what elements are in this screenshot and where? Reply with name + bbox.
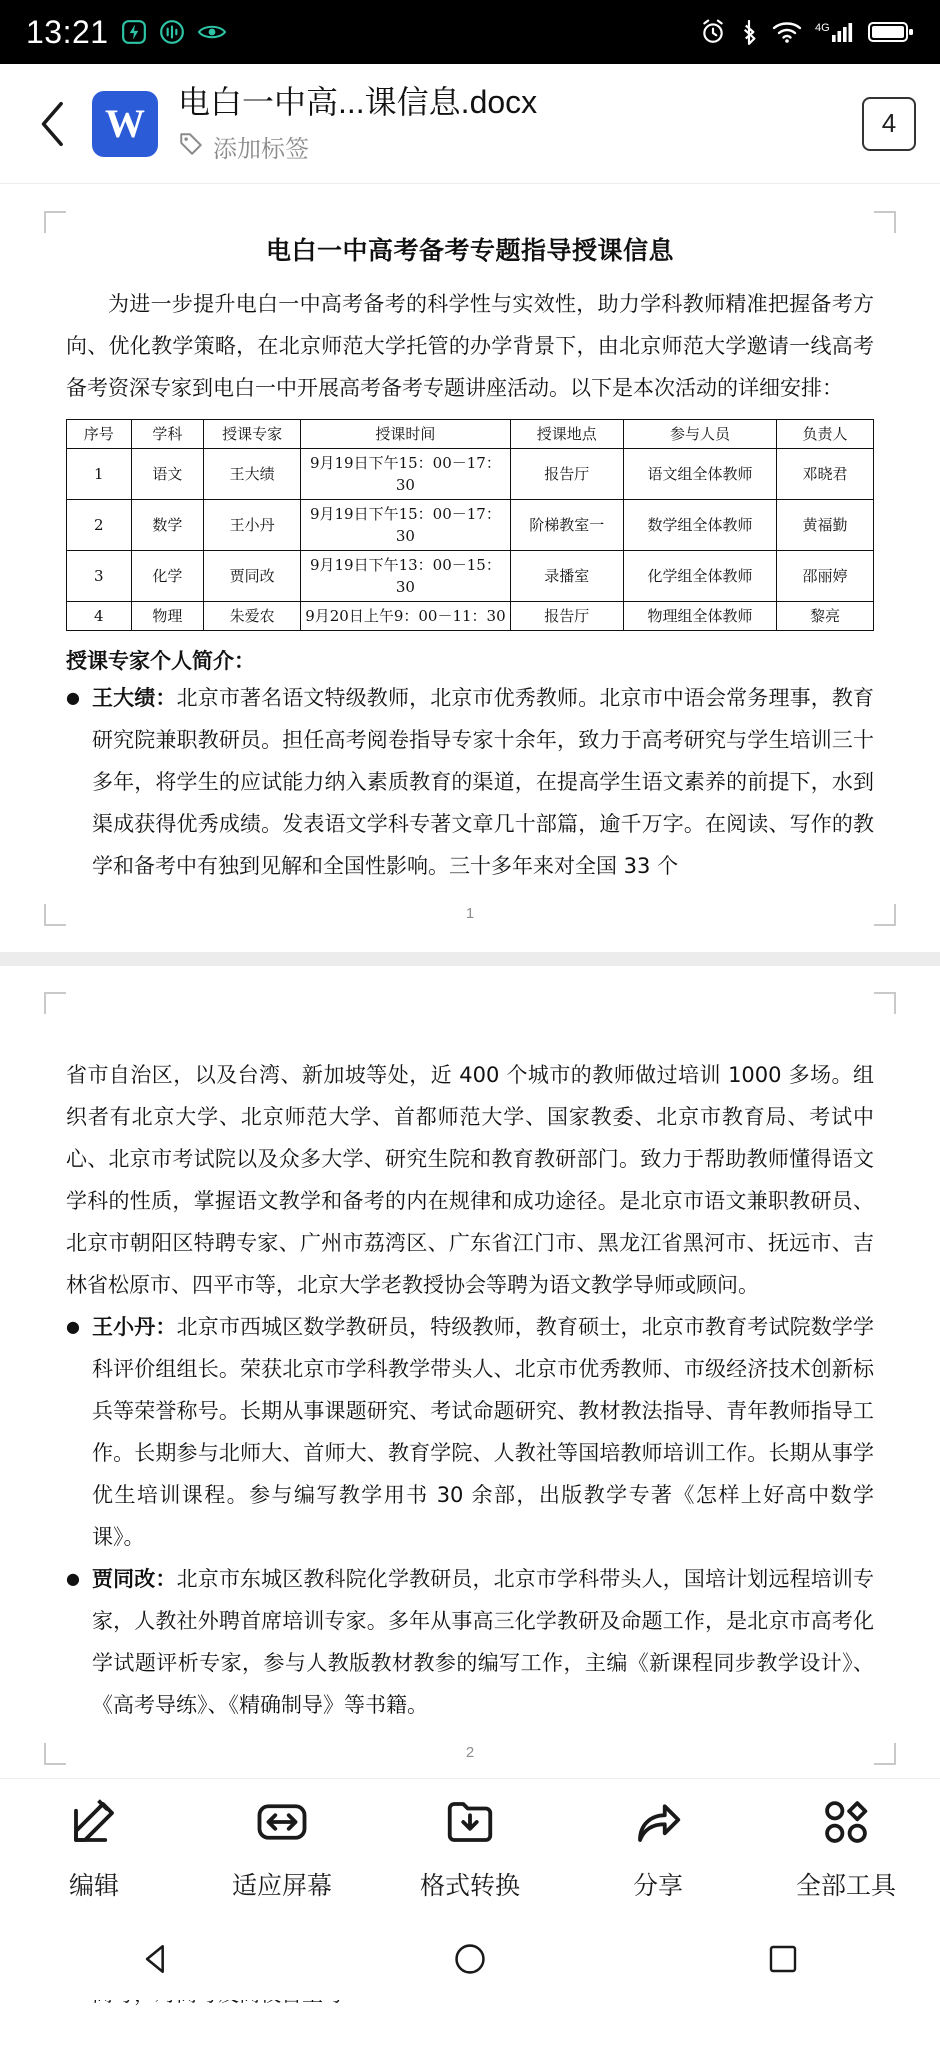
expert-name: 贾同改：: [92, 1567, 177, 1591]
table-header-cell: 授课地点: [510, 420, 623, 449]
status-time: 13:21: [26, 13, 109, 50]
app-header: [0, 64, 940, 184]
table-cell: 录播室: [510, 551, 623, 602]
toolbar-label: 格式转换: [419, 1872, 520, 1900]
toolbar-label: 分享: [632, 1872, 683, 1900]
crop-mark: [874, 1743, 896, 1765]
table-cell: 9月19日下午15：00－17：30: [301, 449, 511, 500]
toolbar-label: 全部工具: [795, 1872, 896, 1900]
table-cell: 邓晓君: [777, 449, 874, 500]
table-cell: 邵丽婷: [777, 551, 874, 602]
table-cell: 3: [67, 551, 132, 602]
expert-list-page1: [66, 677, 874, 887]
expert-name: 王小丹：: [92, 1315, 177, 1339]
table-cell: 报告厅: [510, 449, 623, 500]
share-arrow-icon: [631, 1795, 685, 1854]
svg-text:4G: 4G: [815, 22, 830, 34]
all-tools-icon: [819, 1795, 873, 1854]
bluetooth-icon: [739, 19, 759, 45]
table-header-cell: 学科: [131, 420, 204, 449]
table-header-cell: 授课专家: [204, 420, 301, 449]
schedule-table: [66, 419, 874, 631]
table-cell: 语文组全体教师: [623, 449, 776, 500]
back-triangle-icon[interactable]: [122, 1929, 192, 1989]
table-row: [67, 602, 874, 631]
table-row: [67, 500, 874, 551]
table-cell: 9月20日上午9：00－11：30: [301, 602, 511, 631]
wifi-icon: [772, 20, 802, 44]
table-cell: 数学组全体教师: [623, 500, 776, 551]
mute-icon: [159, 19, 185, 45]
expert-list-page2: [66, 1306, 874, 1726]
toolbar-item-convert[interactable]: [395, 1795, 545, 1902]
table-cell: 王小丹: [204, 500, 301, 551]
document-heading: 电白一中高考备考专题指导授课信息: [265, 236, 674, 265]
recents-square-icon[interactable]: [748, 1929, 818, 1989]
table-cell: 贾同改: [204, 551, 301, 602]
table-cell: 化学: [131, 551, 204, 602]
page-title: 电白一中高...课信息.docx: [178, 83, 538, 120]
alarm-icon: [700, 19, 726, 45]
table-cell: 9月19日下午15：00－17：30: [301, 500, 511, 551]
experts-section-title: 授课专家个人简介：: [66, 649, 255, 673]
status-bar: [0, 0, 940, 64]
battery-saver-icon: [121, 19, 147, 45]
document-page-1: [0, 185, 940, 952]
toolbar-item-all-tools[interactable]: [771, 1795, 921, 1902]
crop-mark: [44, 992, 66, 1014]
crop-mark: [874, 211, 896, 233]
table-cell: 阶梯教室一: [510, 500, 623, 551]
bottom-toolbar: [0, 1778, 940, 1918]
crop-mark: [874, 992, 896, 1014]
page-count-badge[interactable]: 4: [862, 97, 916, 151]
list-item: [66, 1306, 874, 1558]
tag-icon: [178, 131, 204, 162]
toolbar-label: 适应屏幕: [231, 1872, 332, 1900]
table-cell: 化学组全体教师: [623, 551, 776, 602]
list-item: [66, 1558, 874, 1726]
word-file-icon: W: [92, 91, 158, 157]
table-cell: 黎亮: [777, 602, 874, 631]
convert-format-icon: [443, 1795, 497, 1854]
table-cell: 1: [67, 449, 132, 500]
table-cell: 朱爱农: [204, 602, 301, 631]
expert-bio: 北京市著名语文特级教师，北京市优秀教师。北京市中语会常务理事，教育研究院兼职教研员。担任高考阅卷指导专家十余年，致力于高考研究与学生培训三十多年，将学生的应试能力纳入素质教育的渠道，在提高学生语文素养的前提下，水到渠成获得优秀成绩。发表语文学科专著文章几十部篇，逾千万字。在阅读、写作的教学和备考中有独到见解和全国性影响。三十多年来对全国 33 个: [92, 686, 875, 878]
expert-name: 王大绩：: [92, 686, 177, 710]
table-header-cell: 负责人: [777, 420, 874, 449]
table-row: [67, 449, 874, 500]
system-nav-bar: [0, 1918, 940, 2000]
toolbar-item-edit[interactable]: [19, 1795, 169, 1902]
table-row: [67, 551, 874, 602]
table-cell: 语文: [131, 449, 204, 500]
document-page-2: [0, 966, 940, 1791]
table-header-row: [67, 420, 874, 449]
crop-mark: [44, 1743, 66, 1765]
battery-icon: [868, 20, 914, 44]
toolbar-label: 编辑: [68, 1872, 119, 1900]
document-continuation-paragraph: 省市自治区，以及台湾、新加坡等处，近 400 个城市的教师做过培训 1000 多场。组织者有北京大学、北京师范大学、首都师范大学、国家教委、北京市教育局、考试中心、北京市考试院以及众多大学、研究生院和教育教研部门。致力于帮助教师懂得语文学科的性质，掌握语文教学和备考的内在规律和成功途径。是北京市语文兼职教研员、北京市朝阳区特聘专家、广州市荔湾区、广东省江门市、黑龙江省黑河市、抚远市、吉林省松原市、四平市等，北京大学老教授协会等聘为语文教学导师或顾问。: [66, 1063, 874, 1297]
document-viewer[interactable]: [0, 185, 940, 1778]
eye-care-icon: [197, 21, 227, 43]
add-tag-button[interactable]: [178, 129, 850, 164]
crop-mark: [44, 211, 66, 233]
table-header-cell: 参与人员: [623, 420, 776, 449]
toolbar-item-share[interactable]: [583, 1795, 733, 1902]
crop-mark: [874, 904, 896, 926]
table-cell: 物理: [131, 602, 204, 631]
table-header-cell: 授课时间: [301, 420, 511, 449]
document-intro-paragraph: 为进一步提升电白一中高考备考的科学性与实效性，助力学科教师精准把握备考方向、优化教学策略，在北京师范大学托管的办学背景下，由北京师范大学邀请一线高考备考资深专家到电白一中开展高考备考专题讲座活动。以下是本次活动的详细安排：: [66, 292, 874, 400]
add-tag-label: 添加标签: [213, 136, 309, 164]
table-cell: 报告厅: [510, 602, 623, 631]
signal-4g-icon: [815, 19, 855, 45]
fit-screen-icon: [255, 1795, 309, 1854]
list-item: [66, 677, 874, 887]
status-bar-left: [26, 14, 227, 51]
table-cell: 9月19日下午13：00－15：30: [301, 551, 511, 602]
table-cell: 王大绩: [204, 449, 301, 500]
back-chevron-icon[interactable]: [24, 95, 82, 153]
table-cell: 物理组全体教师: [623, 602, 776, 631]
status-bar-right: [700, 19, 914, 45]
expert-bio: 北京市东城区教科院化学教研员，北京市学科带头人，国培计划远程培训专家，人教社外聘首席培训专家。多年从事高三化学教研及命题工作，是北京市高考化学试题评析专家，参与人教版教材教参的编写工作，主编《新课程同步教学设计》、《高考导练》、《精确制导》等书籍。: [92, 1567, 875, 1717]
home-circle-icon[interactable]: [435, 1929, 505, 1989]
page-number: 2: [465, 1744, 475, 1761]
title-block: [178, 83, 850, 164]
table-cell: 2: [67, 500, 132, 551]
edit-pencil-icon: [67, 1795, 121, 1854]
table-cell: 黄福勤: [777, 500, 874, 551]
table-cell: 数学: [131, 500, 204, 551]
toolbar-item-fit-screen[interactable]: [207, 1795, 357, 1902]
expert-bio: 北京市西城区数学教研员，特级教师，教育硕士，北京市教育考试院数学学科评价组组长。荣获北京市学科教学带头人、北京市优秀教师、市级经济技术创新标兵等荣誉称号。长期从事课题研究、考试命题研究、教材教法指导、青年教师指导工作。长期参与北师大、首师大、教育学院、人教社等国培教师培训工作。长期从事学优生培训课程。参与编写教学用书 30 余部，出版教学专著《怎样上好高中数学课》。: [92, 1315, 875, 1549]
table-cell: 4: [67, 602, 132, 631]
crop-mark: [44, 904, 66, 926]
table-header-cell: 序号: [67, 420, 132, 449]
page-number: 1: [465, 905, 475, 922]
